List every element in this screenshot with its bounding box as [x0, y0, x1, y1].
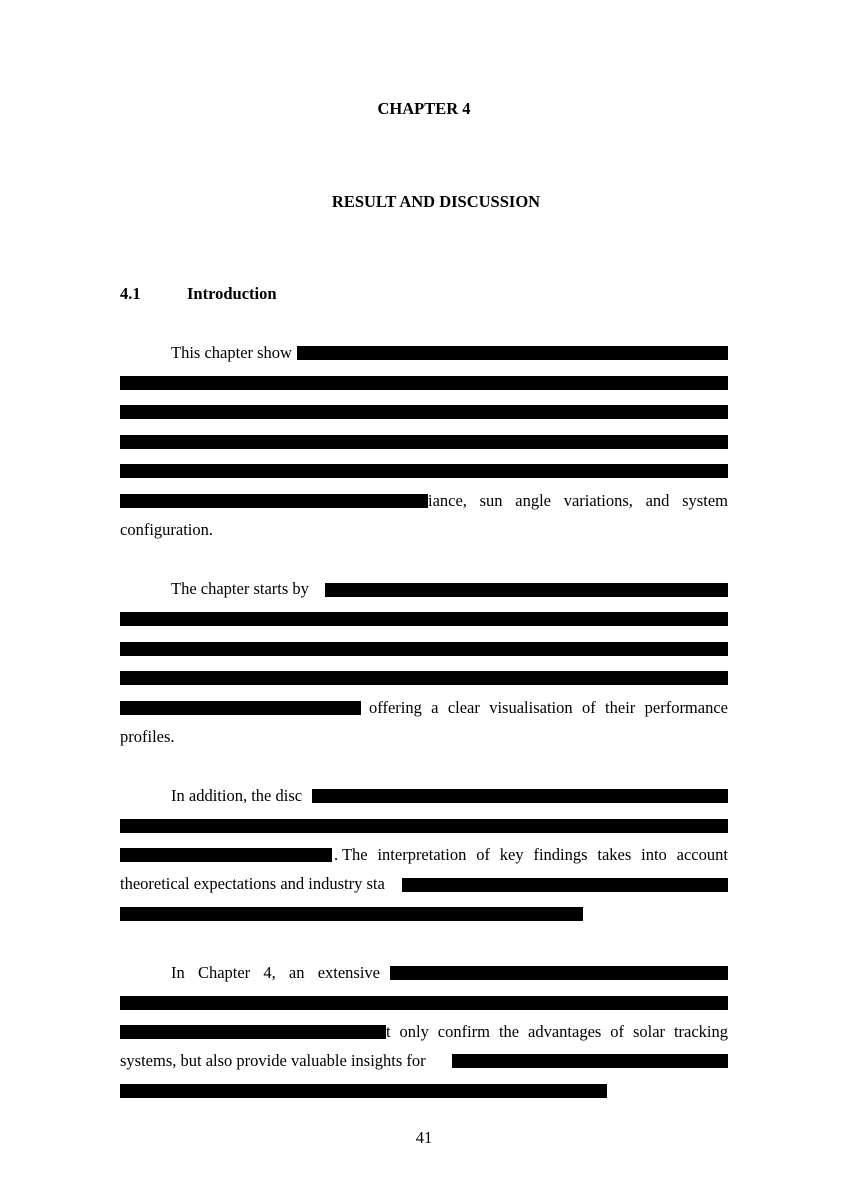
paragraph-3-lead: In addition, the disc [171, 786, 303, 805]
paragraph-4-line4: systems, but also provide valuable insights for [120, 1051, 426, 1070]
chapter-label: CHAPTER 4 [377, 99, 471, 118]
redaction-bar [120, 1084, 607, 1098]
redaction-bar [297, 346, 728, 360]
paragraph-4-tail: t only confirm the advantages of solar tracking [386, 1022, 728, 1041]
page-number: 41 [415, 1128, 433, 1147]
redaction-bar [120, 612, 728, 626]
section-number: 4.1 [120, 284, 141, 303]
redaction-bar [120, 435, 728, 449]
paragraph-2-lead: The chapter starts by [171, 579, 309, 598]
redaction-bar [390, 966, 728, 980]
redaction-bar [120, 848, 332, 862]
paragraph-1-last: configuration. [120, 520, 214, 539]
redaction-bar [120, 1025, 386, 1039]
chapter-title: RESULT AND DISCUSSION [331, 192, 541, 211]
redaction-bar [402, 878, 728, 892]
paragraph-3-tail: . The interpretation of key findings takes into account [334, 845, 728, 864]
redaction-bar [120, 671, 728, 685]
redaction-bar [452, 1054, 728, 1068]
redaction-bar [120, 701, 361, 715]
redaction-bar [120, 494, 428, 508]
redaction-bar [120, 642, 728, 656]
section-title: Introduction [187, 284, 277, 303]
redaction-bar [325, 583, 728, 597]
redaction-bar [120, 907, 583, 921]
paragraph-2-tail: offering a clear visualisation of their performance [369, 698, 728, 717]
redaction-bar [120, 376, 728, 390]
redaction-bar [120, 405, 728, 419]
paragraph-3-line4: theoretical expectations and industry sta [120, 874, 385, 893]
redaction-bar [120, 464, 728, 478]
redaction-bar [312, 789, 728, 803]
paragraph-4-lead: In Chapter 4, an extensive [171, 963, 380, 982]
redaction-bar [120, 996, 728, 1010]
paragraph-1-tail: iance, sun angle variations, and system [428, 491, 728, 510]
paragraph-2-last: profiles. [120, 727, 175, 746]
redaction-bar [120, 819, 728, 833]
paragraph-1-lead: This chapter show [171, 343, 292, 362]
